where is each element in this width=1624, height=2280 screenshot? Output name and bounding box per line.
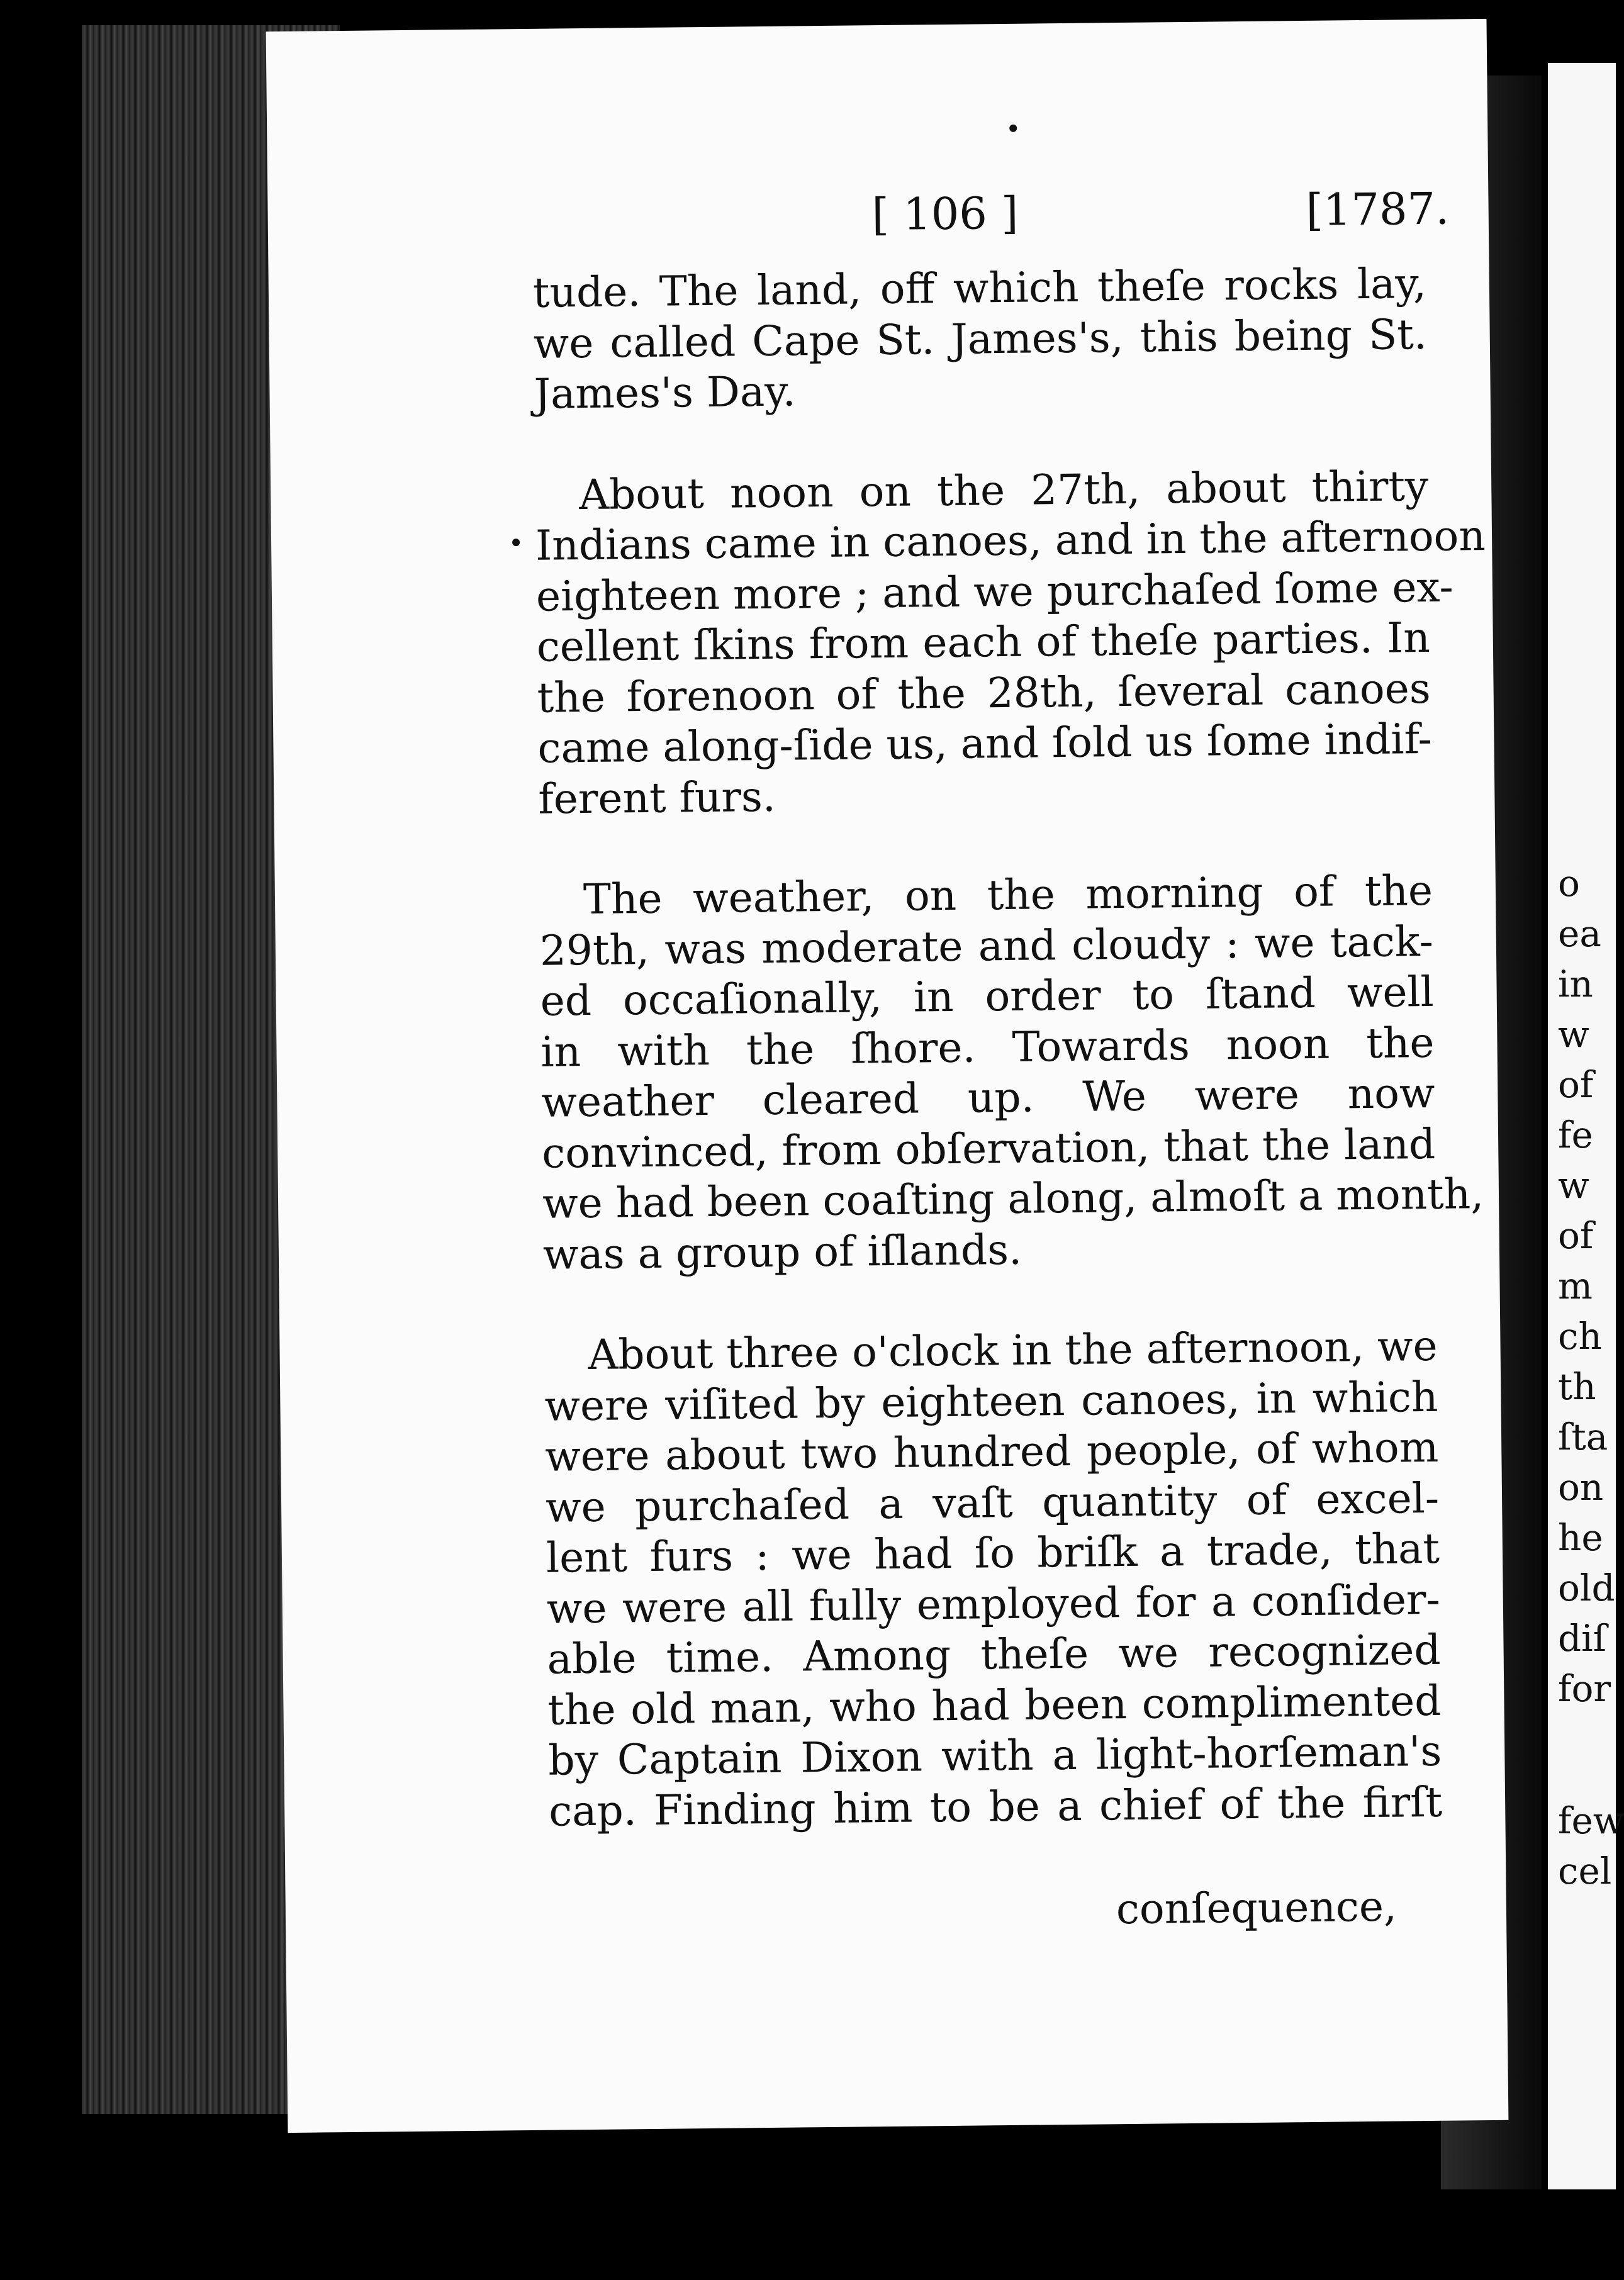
text-line: the old man, who had been complimented xyxy=(547,1676,1442,1735)
next-page-fragment: few xyxy=(1558,1799,1624,1842)
book-page xyxy=(266,19,1509,2133)
text-line: in with the ſhore. Towards noon the xyxy=(540,1018,1435,1076)
next-page-fragment: m xyxy=(1558,1265,1593,1307)
text-line: eighteen more ; and we purchaſed ſome ex- xyxy=(535,562,1454,621)
paragraph xyxy=(539,866,1484,1280)
next-page-fragment: on xyxy=(1558,1466,1604,1509)
next-page-fragment: th xyxy=(1558,1365,1596,1408)
catchword: conſequence, xyxy=(1116,1882,1397,1934)
text-line: we were all fully employed for a conſider- xyxy=(546,1575,1441,1633)
text-line: About noon on the 27th, about thirty xyxy=(578,461,1429,519)
text-line: cellent ſkins from each of theſe parties. In xyxy=(536,613,1431,671)
text-line: 29th, was moderate and cloudy : we tack- xyxy=(539,917,1434,975)
next-page-fragment: fe xyxy=(1558,1114,1593,1156)
running-year: [1787. xyxy=(1306,182,1450,236)
paragraph xyxy=(535,461,1486,824)
next-page-fragment: diſ xyxy=(1558,1617,1607,1660)
text-line: tude. The land, off which theſe rocks lay, xyxy=(532,259,1427,317)
margin-dot xyxy=(512,539,520,546)
paragraph-gap xyxy=(543,1271,1437,1331)
next-page-edge xyxy=(1548,63,1624,2189)
margin-dot xyxy=(1009,125,1017,132)
text-line: we purchaſed a vaſt quantity of excel- xyxy=(545,1473,1440,1532)
text-line: was a group of iſlands. xyxy=(542,1225,1022,1279)
text-line: ed occaſionally, in order to ſtand well xyxy=(540,967,1435,1025)
text-line: we had been coaſting along, almoſt a month, xyxy=(542,1170,1484,1228)
text-line: were about two hundred people, of whom xyxy=(544,1422,1439,1481)
next-page-fragment: old xyxy=(1558,1567,1615,1609)
page-number: [ 106 ] xyxy=(871,187,1019,241)
text-line: we called Cape St. James's, this being St. xyxy=(533,310,1428,368)
text-line: weather cleared up. We were now xyxy=(541,1068,1435,1127)
text-line: ferent furs. xyxy=(537,772,776,824)
body-text xyxy=(532,259,1486,1837)
next-page-fragment: ſta xyxy=(1558,1416,1608,1458)
next-page-fragment: o xyxy=(1558,862,1580,905)
next-page-fragment: of xyxy=(1558,1214,1594,1257)
text-line: able time. Among theſe we recognized xyxy=(547,1625,1442,1684)
paragraph xyxy=(544,1321,1442,1837)
text-line: were viſited by eighteen canoes, in which xyxy=(544,1372,1438,1431)
text-line: lent furs : we had ſo briſk a trade, that xyxy=(546,1524,1440,1582)
text-line: the forenoon of the 28th, ſeveral canoes xyxy=(537,664,1431,722)
next-page-fragment: w xyxy=(1558,1164,1589,1207)
next-page-fragment: cel xyxy=(1558,1850,1612,1892)
text-line: by Captain Dixon with a light-horſeman's xyxy=(547,1726,1442,1785)
text-line: James's Day. xyxy=(534,367,797,418)
next-page-fragment: he xyxy=(1558,1516,1603,1559)
next-page-fragment: for xyxy=(1558,1667,1611,1710)
text-line: Indians came in canoes, and in the afternoon xyxy=(535,511,1486,570)
next-page-fragment: ea xyxy=(1558,912,1601,955)
text-line: convinced, from obſervation, that the land xyxy=(541,1119,1436,1178)
paragraph xyxy=(533,259,1428,420)
paragraph-gap xyxy=(534,410,1428,470)
next-page-fragment: ch xyxy=(1558,1315,1602,1358)
next-page-fragment: in xyxy=(1558,963,1593,1005)
paragraph-gap xyxy=(539,815,1433,875)
text-line: The weather, on the morning of the xyxy=(583,866,1433,924)
next-page-fragment: of xyxy=(1558,1063,1594,1106)
text-line: cap. Finding him to be a chief of the firſt xyxy=(548,1777,1443,1836)
text-line: About three o'clock in the afternoon, we xyxy=(588,1321,1438,1380)
text-line: came along-ſide us, and ſold us ſome indif- xyxy=(537,714,1433,773)
page-header xyxy=(267,182,1489,258)
next-page-fragment: w xyxy=(1558,1013,1589,1056)
